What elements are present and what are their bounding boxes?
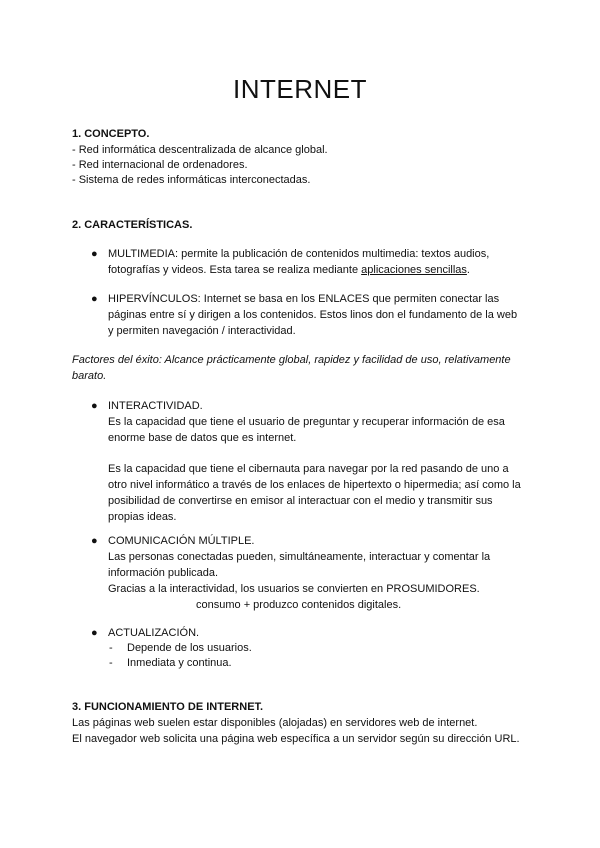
- bullet-icon: ●: [91, 400, 98, 412]
- actualizacion-item-text: Depende de los usuarios.: [127, 642, 252, 654]
- comunicacion-line: Gracias a la interactividad, los usuarios se convierten en PROSUMIDORES.: [108, 583, 480, 595]
- comunicacion-line: consumo + produzco contenidos digitales.: [196, 599, 402, 611]
- hipervinculos-line: HIPERVÍNCULOS: Internet se basa en los ENLACES que permiten conectar las: [108, 293, 500, 305]
- hipervinculos-line: páginas entre sí y dirigen a los contenidos. Estos linos don el fundamento de la web: [108, 309, 518, 321]
- funcionamiento-line: Las páginas web suelen estar disponibles (alojadas) en servidores web de internet.: [72, 717, 478, 729]
- interactividad-heading: INTERACTIVIDAD.: [108, 400, 203, 412]
- bullet-icon: ●: [91, 627, 98, 639]
- multimedia-line: [108, 262, 528, 278]
- hipervinculos-line: y permiten navegación / interactividad.: [108, 325, 296, 337]
- section-heading-funcionamiento: 3. FUNCIONAMIENTO DE INTERNET.: [72, 701, 264, 713]
- bullet-icon: ●: [91, 535, 98, 547]
- funcionamiento-line: El navegador web solicita una página web específica a un servidor según su dirección URL.: [72, 733, 520, 745]
- aplicaciones-sencillas-link[interactable]: aplicaciones sencillas: [361, 264, 467, 276]
- factores-exito-line: Factores del éxito: Alcance prácticamente global, rapidez y facilidad de uso, relativamente: [72, 354, 511, 366]
- interactividad-line: enorme base de datos que es internet.: [108, 432, 297, 444]
- bullet-icon: ●: [91, 248, 98, 260]
- dash-marker: -: [109, 642, 113, 654]
- interactividad-line: propias ideas.: [108, 511, 177, 523]
- interactividad-line: otro nivel informático a través de los enlaces de hipertexto o hipermedia; así como la: [108, 479, 521, 491]
- section-heading-caracteristicas: 2. CARACTERÍSTICAS.: [72, 219, 193, 231]
- multimedia-line: MULTIMEDIA: permite la publicación de contenidos multimedia: textos audios,: [108, 248, 490, 260]
- concepto-item: - Red informática descentralizada de alcance global.: [72, 144, 328, 156]
- comunicacion-heading: COMUNICACIÓN MÚLTIPLE.: [108, 535, 255, 547]
- actualizacion-heading: ACTUALIZACIÓN.: [108, 627, 200, 639]
- actualizacion-item-text: Inmediata y continua.: [127, 657, 232, 669]
- comunicacion-line: información publicada.: [108, 567, 219, 579]
- factores-exito-line: barato.: [72, 370, 107, 382]
- multimedia-text: .: [466, 264, 470, 276]
- dash-marker: -: [109, 657, 113, 669]
- interactividad-line: Es la capacidad que tiene el usuario de preguntar y recuperar información de esa: [108, 416, 505, 428]
- spacer: [108, 446, 528, 461]
- concepto-item: - Sistema de redes informáticas interconectadas.: [72, 174, 311, 186]
- page-title: INTERNET: [233, 74, 367, 104]
- interactividad-line: Es la capacidad que tiene el cibernauta para navegar por la red pasando de uno a: [108, 463, 509, 475]
- bullet-icon: ●: [91, 293, 98, 305]
- comunicacion-line: Las personas conectadas pueden, simultáneamente, interactuar y comentar la: [108, 551, 491, 563]
- section-heading-concepto: 1. CONCEPTO.: [72, 128, 150, 140]
- actualizacion-item: [109, 640, 252, 656]
- actualizacion-item: [109, 655, 232, 671]
- concepto-item: - Red internacional de ordenadores.: [72, 159, 248, 171]
- multimedia-text: fotografías y videos. Esta tarea se realiza mediante: [108, 264, 362, 276]
- interactividad-line: posibilidad de convertirse en emisor al interactuar con el medio y transmitir sus: [108, 495, 493, 507]
